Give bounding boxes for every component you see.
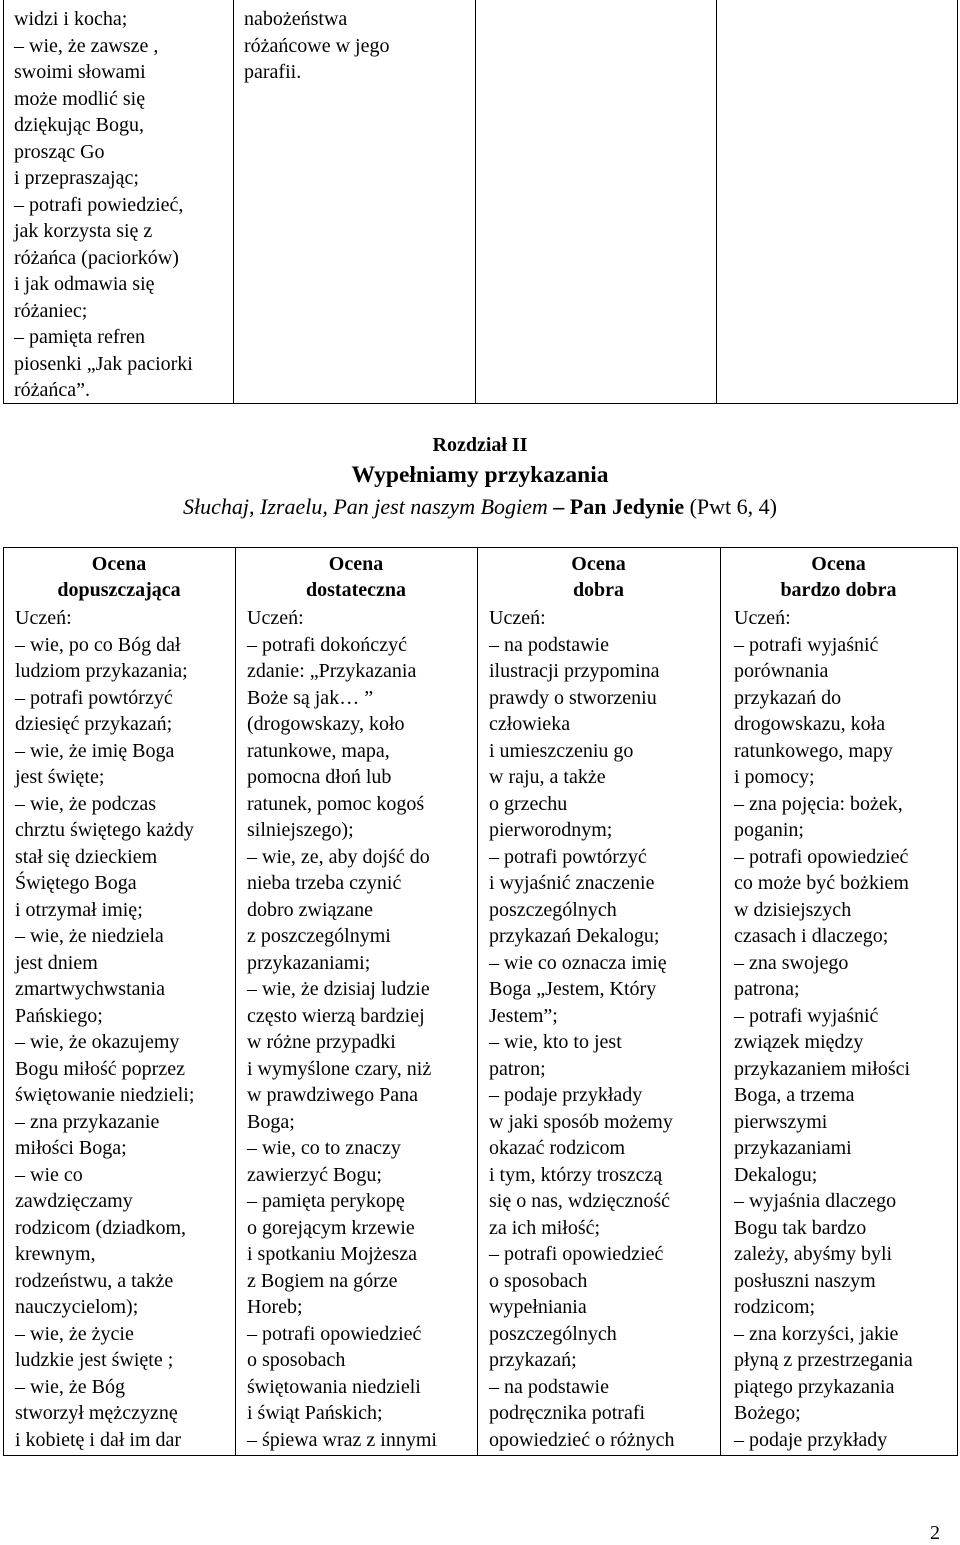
text-line: Bogu miłość poprzez	[15, 1057, 185, 1080]
grade-head-name: dopuszczająca	[57, 579, 181, 601]
section-title: Wypełniamy przykazania	[351, 462, 609, 488]
text-line: – zna przykazanie	[15, 1110, 160, 1133]
text-line: Boże są jak… ”	[247, 686, 374, 709]
text-line: wypełniania	[489, 1296, 587, 1318]
text-line: związek między	[734, 1031, 864, 1053]
text-line: przykazaniami;	[247, 951, 371, 974]
text-line: swoimi słowami	[14, 61, 146, 83]
text-line: o gorejącym krzewie	[247, 1216, 415, 1239]
text-line: nabożeństwa	[244, 8, 348, 30]
text-line: różańca (paciorków)	[14, 246, 179, 269]
text-line: Uczeń:	[734, 607, 791, 629]
grade-head-name: dostateczna	[306, 579, 406, 601]
text-line: jest dniem	[15, 951, 98, 974]
text-line: świętowanie niedzieli;	[15, 1084, 195, 1106]
text-line: poszczególnych	[489, 898, 617, 921]
text-line: różaniec;	[14, 299, 88, 322]
text-line: często wierzą bardziej	[247, 1004, 425, 1027]
text-line: z poszczególnymi	[247, 925, 391, 947]
grade-head-label: Ocena	[811, 553, 866, 575]
text-line: z Bogiem na górze	[247, 1269, 398, 1292]
text-line: o grzechu	[489, 792, 568, 815]
text-line: – wie, kto to jest	[489, 1031, 622, 1053]
text-line: porównania	[734, 660, 829, 682]
text-line: w dzisiejszych	[734, 898, 852, 921]
text-line: przykazań;	[489, 1349, 577, 1371]
text-line: Uczeń:	[15, 607, 72, 629]
text-line: – zna korzyści, jakie	[734, 1322, 899, 1345]
text-line: stworzył mężczyznę	[15, 1402, 178, 1424]
text-line: w raju, a także	[489, 766, 606, 788]
text-line: zmartwychwstania	[15, 978, 165, 1000]
text-line: człowieka	[489, 713, 571, 735]
text-line: ratunek, pomoc kogoś	[247, 792, 425, 815]
text-line: – pamięta perykopę	[247, 1190, 405, 1212]
text-line: Bożego;	[734, 1402, 801, 1424]
text-line: poganin;	[734, 819, 804, 841]
subtitle-reference: (Pwt 6, 4)	[684, 494, 777, 519]
text-line: i umieszczeniu go	[489, 739, 634, 762]
text-line: i pomocy;	[734, 766, 815, 788]
text-line: ilustracji przypomina	[489, 660, 660, 682]
text-line: jak korzysta się z	[14, 220, 153, 242]
text-line: Uczeń:	[489, 607, 546, 629]
text-line: – zna pojęcia: bożek,	[734, 792, 903, 815]
text-line: ludziom przykazania;	[15, 660, 188, 682]
text-line: i przepraszając;	[14, 167, 139, 189]
subtitle-dash: –	[547, 494, 570, 519]
grade-head-name: bardzo dobra	[780, 579, 897, 601]
text-line: Dekalogu;	[734, 1163, 818, 1186]
text-line: rodzicom (dziadkom,	[15, 1216, 187, 1239]
text-line: przykazań Dekalogu;	[489, 925, 660, 947]
text-line: (drogowskazy, koło	[247, 713, 405, 735]
text-line: – wie, że niedziela	[15, 925, 164, 947]
text-line: jest święte;	[15, 766, 105, 788]
text-line: – potrafi wyjaśnić	[734, 1004, 879, 1027]
text-line: Boga „Jestem, Który	[489, 978, 657, 1000]
text-line: krewnym,	[15, 1243, 96, 1265]
text-line: Pańskiego;	[15, 1004, 103, 1027]
text-line: – pamięta refren	[14, 326, 146, 348]
text-line: patron;	[489, 1057, 546, 1080]
grade-head-label: Ocena	[571, 553, 626, 575]
text-line: – potrafi wyjaśnić	[734, 633, 879, 656]
text-line: – potrafi powtórzyć	[15, 686, 173, 709]
text-line: drogowskazu, koła	[734, 713, 886, 735]
text-line: – wie, że imię Boga	[15, 739, 175, 762]
text-line: się o nas, wdzięczność	[489, 1190, 671, 1212]
text-line: i wyjaśnić znaczenie	[489, 872, 655, 894]
subtitle-quote: Słuchaj, Izraelu, Pan jest naszym Bogiem	[183, 494, 548, 519]
text-line: przykazaniem miłości	[734, 1057, 911, 1080]
text-line: – wie, po co Bóg dał	[15, 633, 181, 656]
text-line: zdanie: „Przykazania	[247, 660, 417, 682]
text-line: parafii.	[244, 61, 302, 83]
text-line: Horeb;	[247, 1296, 303, 1318]
page-number: 2	[930, 1522, 940, 1544]
text-line: w różne przypadki	[247, 1031, 396, 1053]
text-line: – wyjaśnia dlaczego	[734, 1190, 897, 1212]
text-line: Świętego Boga	[15, 872, 137, 894]
text-line: – na podstawie	[489, 1375, 609, 1398]
text-line: o sposobach	[489, 1269, 588, 1292]
text-line: okazać rodzicom	[489, 1137, 626, 1159]
text-line: podręcznika potrafi	[489, 1402, 646, 1424]
text-line: posłuszni naszym	[734, 1269, 876, 1292]
text-line: – zna swojego	[734, 951, 849, 974]
text-line: i wymyślone czary, niż	[247, 1057, 432, 1080]
text-line: rodzicom;	[734, 1296, 816, 1318]
text-line: prawdy o stworzeniu	[489, 686, 657, 709]
text-line: świętowania niedzieli	[247, 1375, 421, 1398]
text-line: w prawdziwego Pana	[247, 1084, 419, 1106]
text-line: zawierzyć Bogu;	[247, 1163, 382, 1186]
text-line: Bogu tak bardzo	[734, 1216, 867, 1239]
text-line: – wie, ze, aby dojść do	[247, 845, 430, 868]
text-line: piosenki „Jak paciorki	[14, 352, 193, 375]
text-line: – wie, że podczas	[15, 792, 157, 815]
text-line: – wie, że życie	[15, 1322, 134, 1345]
text-line: stał się dzieckiem	[15, 845, 158, 868]
text-line: – podaje przykłady	[734, 1428, 888, 1451]
text-line: widzi i kocha;	[14, 8, 128, 30]
grade-head-label: Ocena	[91, 553, 147, 575]
text-line: chrztu świętego każdy	[15, 819, 194, 841]
text-line: i tym, którzy troszczą	[489, 1163, 663, 1186]
text-line: – wie, że Bóg	[15, 1375, 125, 1398]
text-line: silniejszego);	[247, 819, 354, 841]
text-line: – wie, że zawsze ,	[14, 34, 159, 57]
text-line: nieba trzeba czynić	[247, 872, 402, 894]
text-line: i otrzymał imię;	[15, 898, 143, 921]
text-line: – potrafi opowiedzieć	[489, 1243, 664, 1265]
text-line: – potrafi dokończyć	[247, 633, 407, 656]
text-line: za ich miłość;	[489, 1216, 601, 1239]
text-line: – potrafi powiedzieć,	[14, 193, 184, 216]
text-line: – wie, że dzisiaj ludzie	[247, 978, 430, 1000]
text-line: płyną z przestrzegania	[734, 1349, 913, 1371]
text-line: rodzeństwu, a także	[15, 1269, 174, 1292]
text-line: i kobietę i dał im dar	[15, 1428, 182, 1451]
text-line: ratunkowego, mapy	[734, 739, 893, 762]
text-line: – wie co	[15, 1163, 83, 1186]
text-line: może modlić się	[14, 87, 146, 110]
text-line: zawdzięczamy	[15, 1190, 133, 1212]
text-line: Jestem”;	[489, 1004, 558, 1027]
text-line: pomocna dłoń lub	[247, 766, 392, 788]
text-line: dobro związane	[247, 898, 374, 921]
text-line: – potrafi opowiedzieć	[247, 1322, 422, 1345]
chapter-heading: Rozdział II	[432, 434, 528, 456]
text-line: piątego przykazania	[734, 1375, 895, 1398]
text-line: pierworodnym;	[489, 819, 613, 841]
text-line: dziękując Bogu,	[14, 114, 144, 136]
text-line: – śpiewa wraz z innymi	[247, 1428, 437, 1451]
text-line: opowiedzieć o różnych	[489, 1428, 675, 1451]
text-line: patrona;	[734, 978, 800, 1000]
text-line: różańca”.	[14, 379, 91, 401]
text-line: pierwszymi	[734, 1110, 828, 1133]
text-line: Uczeń:	[247, 607, 304, 629]
text-line: przykazań do	[734, 686, 842, 709]
text-line: prosząc Go	[14, 140, 105, 163]
text-line: różańcowe w jego	[244, 34, 390, 57]
text-line: i świąt Pańskich;	[247, 1402, 383, 1424]
text-line: ratunkowe, mapa,	[247, 739, 390, 762]
text-line: w jaki sposób możemy	[489, 1110, 673, 1133]
text-line: o sposobach	[247, 1349, 346, 1371]
grade-head-label: Ocena	[328, 553, 384, 575]
subtitle	[0, 494, 960, 520]
text-line: – wie, że okazujemy	[15, 1031, 180, 1053]
text-line: dziesięć przykazań;	[15, 713, 173, 735]
text-line: Boga;	[247, 1110, 295, 1133]
text-line: co może być bożkiem	[734, 872, 909, 894]
text-line: – wie, co to znaczy	[247, 1137, 401, 1159]
grade-head-name: dobra	[572, 579, 625, 601]
text-line: przykazaniami	[734, 1137, 852, 1159]
text-line: nauczycielom);	[15, 1296, 139, 1318]
text-line: – na podstawie	[489, 633, 609, 656]
text-line: czasach i dlaczego;	[734, 925, 889, 947]
text-line: zależy, abyśmy byli	[734, 1243, 893, 1265]
text-line: – podaje przykłady	[489, 1084, 643, 1106]
subtitle-bold: Pan Jedynie	[569, 494, 685, 519]
text-line: i jak odmawia się	[14, 273, 155, 295]
text-line: – wie co oznacza imię	[489, 951, 667, 974]
text-line: – potrafi powtórzyć	[489, 845, 647, 868]
text-line: poszczególnych	[489, 1322, 617, 1345]
text-line: Boga, a trzema	[734, 1084, 855, 1106]
text-line: ludzkie jest święte ;	[15, 1349, 174, 1371]
text-line: i spotkaniu Mojżesza	[247, 1243, 417, 1265]
text-line: – potrafi opowiedzieć	[734, 845, 909, 868]
text-line: miłości Boga;	[15, 1137, 127, 1159]
